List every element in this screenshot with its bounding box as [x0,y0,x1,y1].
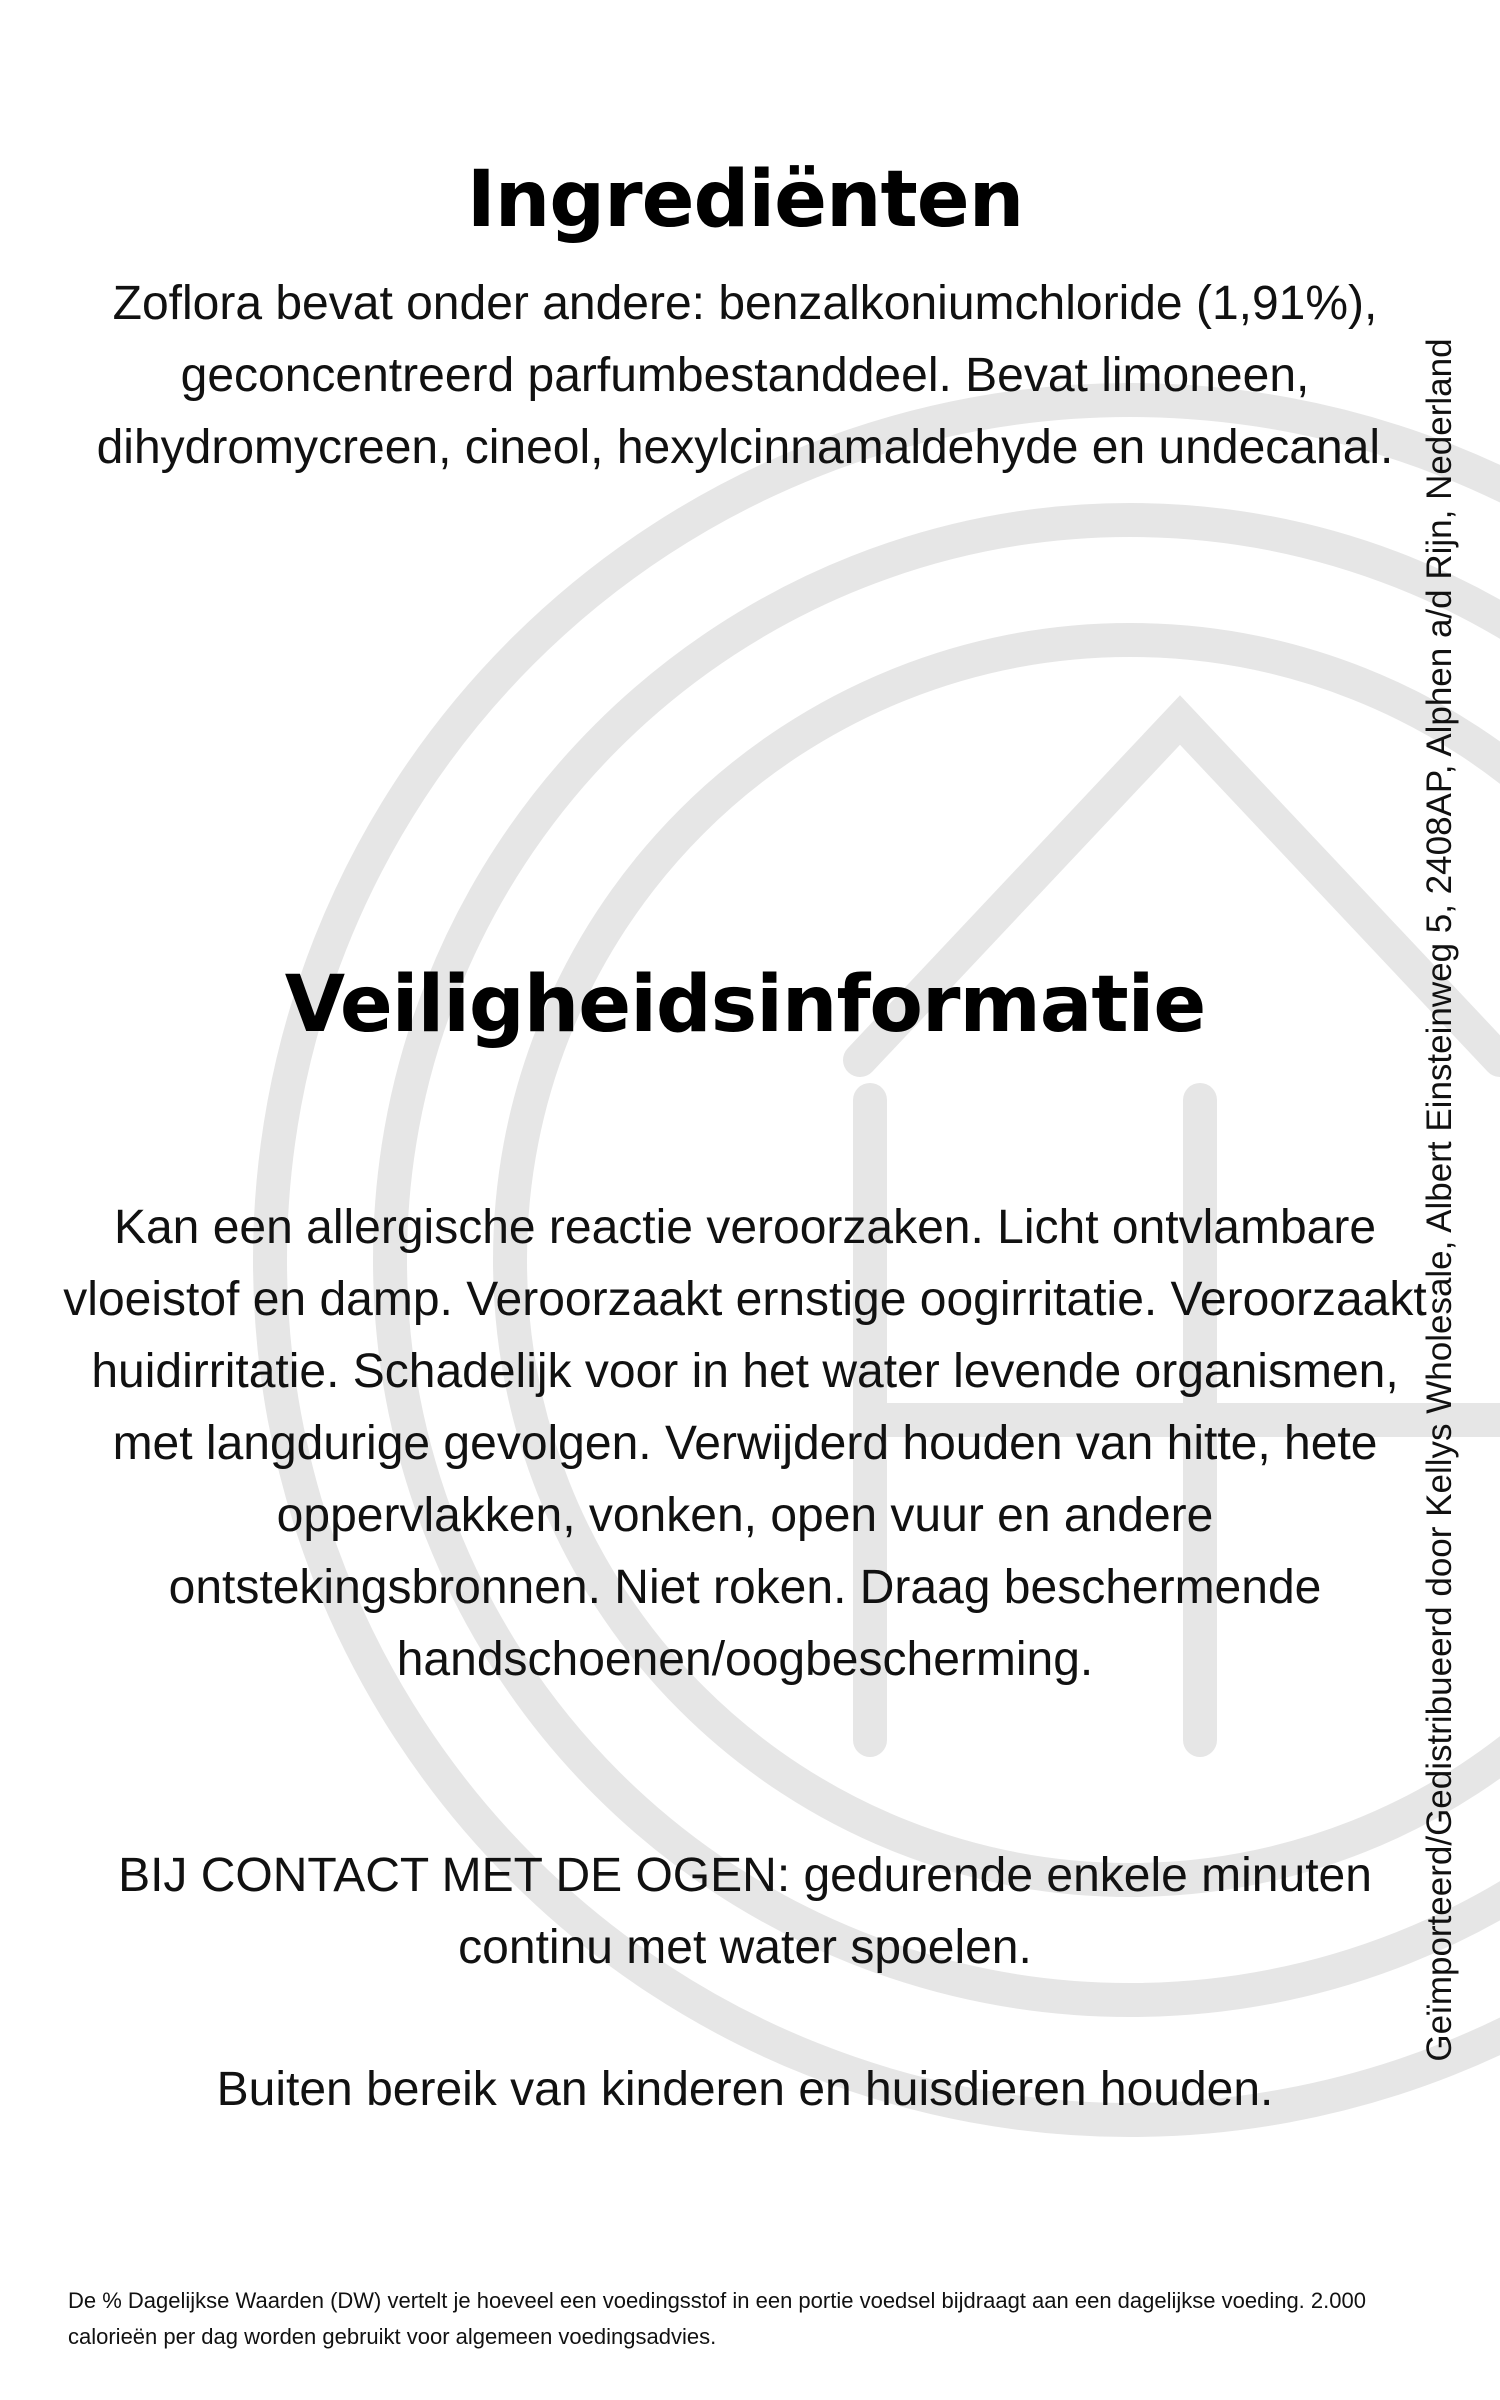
daily-value-footnote: De % Dagelijkse Waarden (DW) vertelt je hoeveel een voedingsstof in een portie voedsel bijdraagt aan een dagelijkse voeding. 2.000 calorieën per dag worden gebruikt voor algemeen voedingsadvies. [68,2288,1366,2349]
ingredients-title: Ingrediënten [466,155,1024,245]
safety-warning-text: Kan een allergische reactie veroorzaken. Licht ontvlambare vloeistof en damp. Veroorzaakt ernstige oogirritatie. Veroorzaakt huidirritatie. Schadelijk voor in het water levende organismen, met langdurige gevolgen. Verwijderd houden van hitte, hete oppervlakken, vonken, open vuur en andere ontstekingsbronnen. Niet roken. Draag beschermende handschoenen/oogbescherming. [63,1201,1427,1686]
children-pets-warning: Buiten bereik van kinderen en huisdieren houden. [216,2063,1274,2116]
eye-contact-instruction: BIJ CONTACT MET DE OGEN: gedurende enkele minuten continu met water spoelen. [118,1849,1372,1974]
distributor-address: Geïmporteerd/Gedistribueerd door Kellys Wholesale, Albert Einsteinweg 5, 2408AP, Alphen a/d Rijn, Nederland [1420,338,1459,2062]
safety-title: Veiligheidsinformatie [284,960,1206,1050]
ingredients-text: Zoflora bevat onder andere: benzalkoniumchloride (1,91%), geconcentreerd parfumbestanddeel. Bevat limoneen, dihydromycreen, cineol, hexylcinnamaldehyde en undecanal. [96,277,1394,474]
